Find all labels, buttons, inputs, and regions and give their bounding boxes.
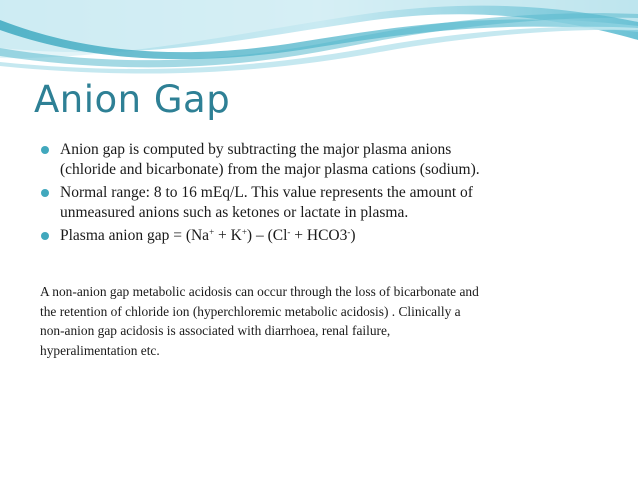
slide-title: Anion Gap: [34, 78, 231, 121]
paragraph-line: the retention of chloride ion (hyperchloremic metabolic acidosis) . Clinically a: [40, 303, 461, 319]
acidosis-paragraph: [40, 282, 615, 360]
chloride-charge: -: [287, 227, 291, 237]
bullet-line: unmeasured anions such as ketones or lactate in plasma.: [60, 204, 409, 221]
bullet-dot-icon: [41, 189, 49, 197]
sodium-charge: +: [209, 227, 215, 237]
formula-potassium: + K: [214, 227, 242, 244]
bullet-list: [40, 140, 620, 249]
bullet-dot-icon: [41, 146, 49, 154]
bullet-line: Normal range: 8 to 16 mEq/L. This value represents the amount of: [60, 184, 473, 201]
wave-header-decoration: [0, 0, 638, 80]
bullet-line: (chloride and bicarbonate) from the major plasma cations (sodium).: [60, 161, 480, 178]
paragraph-line: non-anion gap acidosis is associated with diarrhoea, renal failure,: [40, 323, 391, 338]
formula-prefix: Plasma anion gap = (Na: [60, 227, 210, 244]
paragraph-line: hyperalimentation etc.: [40, 342, 160, 358]
potassium-charge: +: [241, 227, 247, 237]
formula-bicarbonate: + HCO3: [290, 227, 348, 244]
bullet-anion-gap-definition: [40, 140, 620, 180]
bicarbonate-charge: -: [347, 227, 351, 237]
bullet-line: Anion gap is computed by subtracting the major plasma anions: [60, 141, 452, 158]
paragraph-line: A non-anion gap metabolic acidosis can occur through the loss of bicarbonate and: [40, 284, 479, 299]
formula-chloride: ) – (Cl: [246, 227, 288, 244]
formula-suffix: ): [350, 227, 356, 244]
bullet-formula: [40, 226, 620, 246]
bullet-dot-icon: [41, 232, 49, 240]
bullet-normal-range: [40, 183, 620, 223]
